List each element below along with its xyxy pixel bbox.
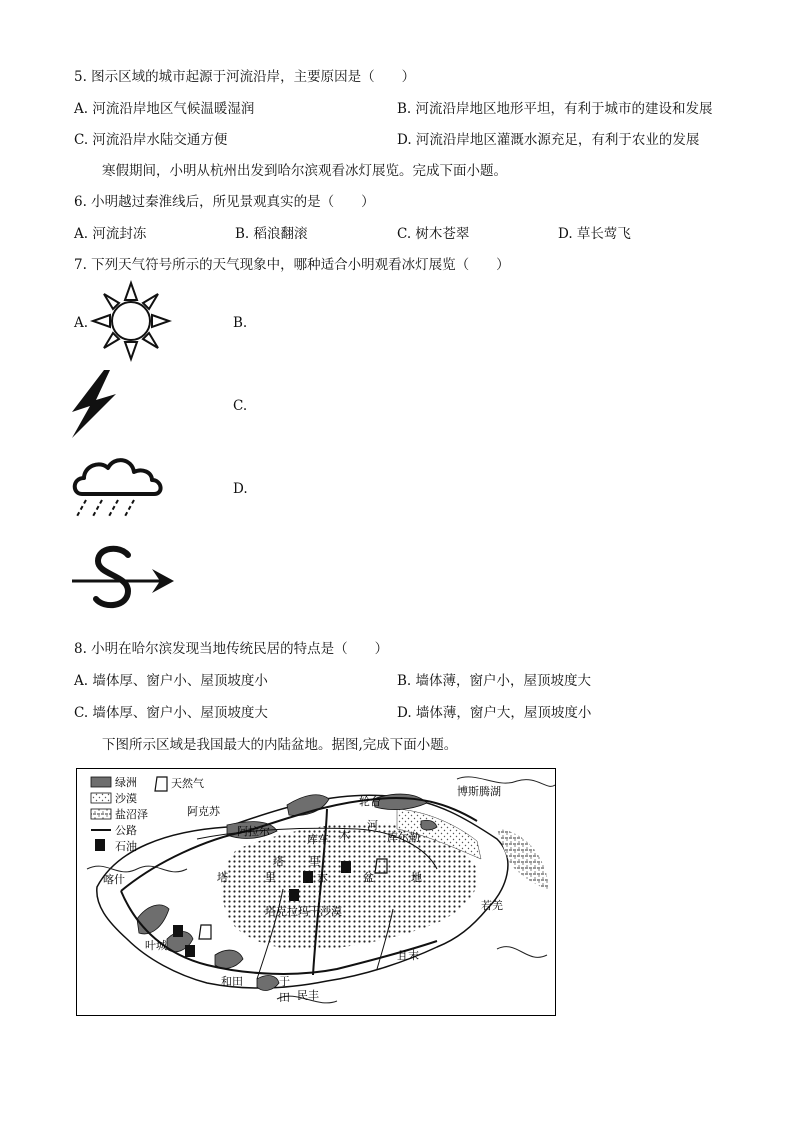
lightning-icon <box>70 368 120 440</box>
label-river-4: 河 <box>367 819 378 832</box>
label-river-1: 塔 <box>273 855 284 868</box>
label-kuerle: 库尔勒 <box>387 831 420 844</box>
q8-option-d: D. 墙体薄，窗户大，屋顶坡度小 <box>397 705 592 721</box>
label-kuche: 库车 <box>307 833 329 846</box>
label-alaer: 阿拉尔 <box>237 825 270 838</box>
q8-option-a: A. 墙体厚、窗户小、屋顶坡度小 <box>74 673 268 689</box>
label-river-2: 里 <box>309 855 320 868</box>
q7-option-c: C. <box>233 398 248 414</box>
label-akesu: 阿克苏 <box>187 805 220 818</box>
q7-stem: 7. 下列天气符号所示的天气现象中，哪种适合小明观看冰灯展览（ ） <box>74 257 510 273</box>
q7-option-b: B. <box>233 315 248 331</box>
label-basin-5: 地 <box>411 871 422 884</box>
q7-option-d: D. <box>233 481 248 497</box>
label-desert: 塔克拉玛干沙漠 <box>265 905 342 918</box>
rain-cloud-icon <box>70 452 166 522</box>
label-hetian: 和田 <box>221 975 243 988</box>
label-yu: 于 <box>279 975 290 988</box>
label-bosten: 博斯腾湖 <box>457 785 501 798</box>
q5-option-a: A. 河流沿岸地区气候温暖湿润 <box>74 101 255 117</box>
q5-option-b: B. 河流沿岸地区地形平坦，有利于城市的建设和发展 <box>397 101 713 117</box>
label-basin-4: 盆 <box>363 871 374 884</box>
q5-stem: 5. 图示区域的城市起源于河流沿岸，主要原因是（ ） <box>74 69 416 85</box>
tarim-basin-map <box>76 768 556 1016</box>
q6-option-d: D. 草长莺飞 <box>558 226 631 242</box>
legend-road: 公路 <box>115 824 137 837</box>
label-ruoqiang: 若羌 <box>481 899 503 912</box>
q8-stem: 8. 小明在哈尔滨发现当地传统民居的特点是（ ） <box>74 641 389 657</box>
legend-oil: 石油 <box>115 840 137 853</box>
sun-icon <box>90 280 172 362</box>
label-minfeng: 民丰 <box>297 989 319 1002</box>
intro-paragraph-1: 寒假期间，小明从杭州出发到哈尔滨观看冰灯展览。完成下面小题。 <box>102 163 507 179</box>
q7-option-a: A. <box>74 315 89 331</box>
q5-option-c: C. 河流沿岸水陆交通方便 <box>74 132 228 148</box>
legend-salt-marsh: 盐沼泽 <box>115 808 148 821</box>
q6-option-b: B. 稻浪翻滚 <box>235 226 308 242</box>
legend-gas: 天然气 <box>171 777 204 790</box>
label-tian: 田 <box>279 991 290 1004</box>
q8-option-c: C. 墙体厚、窗户小、屋顶坡度大 <box>74 705 268 721</box>
label-yecheng: 叶城 <box>145 939 167 952</box>
q6-stem: 6. 小明越过秦淮线后，所见景观真实的是（ ） <box>74 194 375 210</box>
label-basin-3: 木 <box>317 871 328 884</box>
label-luntai: 轮台 <box>359 795 381 808</box>
legend-oasis: 绿洲 <box>115 776 137 789</box>
q6-option-a: A. 河流封冻 <box>74 226 147 242</box>
label-qiemo: 且末 <box>397 949 419 962</box>
intro-paragraph-2: 下图所示区域是我国最大的内陆盆地。据图,完成下面小题。 <box>102 737 458 753</box>
label-kashi: 喀什 <box>103 873 125 886</box>
legend-desert: 沙漠 <box>115 792 137 805</box>
q8-option-b: B. 墙体薄，窗户小，屋顶坡度大 <box>397 673 592 689</box>
sandstorm-icon <box>70 545 176 617</box>
label-basin-2: 里 <box>265 871 276 884</box>
q5-option-d: D. 河流沿岸地区灌溉水源充足，有利于农业的发展 <box>397 132 700 148</box>
label-basin-1: 塔 <box>217 871 228 884</box>
label-river-3: 木 <box>339 829 350 842</box>
q6-option-c: C. 树木苍翠 <box>397 226 470 242</box>
